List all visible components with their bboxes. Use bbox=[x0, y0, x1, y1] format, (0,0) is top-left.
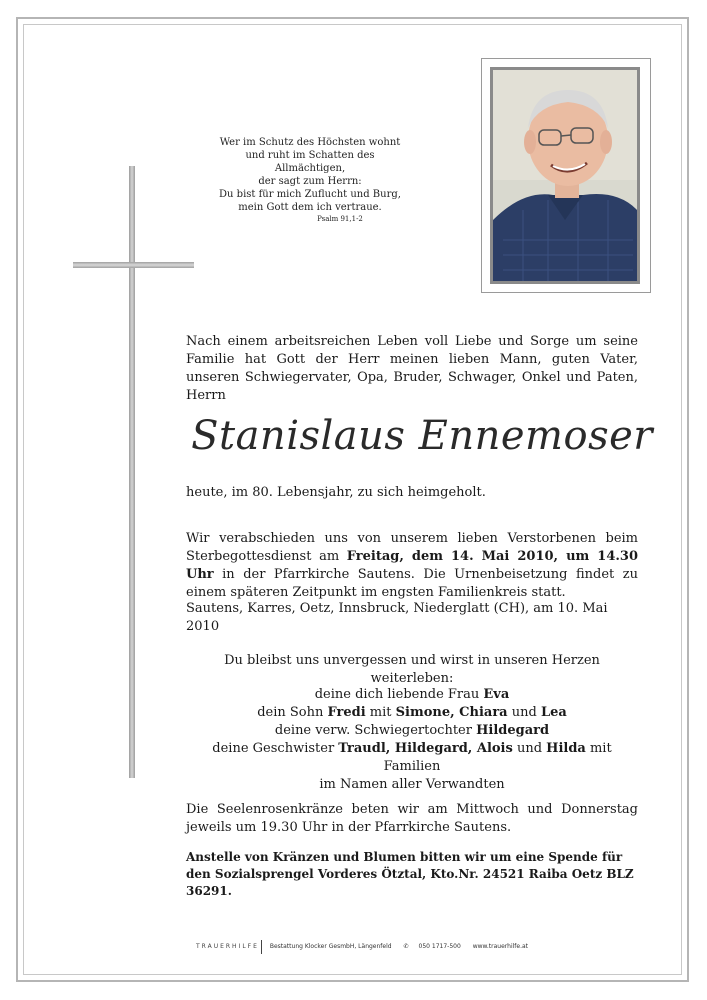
footer-web: www.trauerhilfe.at bbox=[472, 943, 529, 950]
family-name: Fredi bbox=[327, 705, 366, 720]
family-line-wife bbox=[186, 686, 638, 704]
family-name: Eva bbox=[483, 687, 510, 702]
psalm-line: und ruht im Schatten des Allmächtigen, bbox=[245, 150, 375, 174]
family-line-relatives: im Namen aller Verwandten bbox=[319, 777, 505, 792]
psalm-line: mein Gott dem ich vertraue. bbox=[238, 202, 382, 213]
family-text: deine dich liebende Frau bbox=[314, 687, 484, 702]
portrait-photo bbox=[490, 67, 640, 284]
psalm-line: Du bist für mich Zuflucht und Burg, bbox=[219, 189, 401, 200]
places-date-line: Sautens, Karres, Oetz, Innsbruck, Niederglatt (CH), am 10. Mai 2010 bbox=[186, 601, 608, 634]
family-text: deine verw. Schwiegertochter bbox=[274, 723, 477, 738]
rosary-text: Die Seelenrosenkränze beten wir am Mittwoch und Donnerstag jeweils um 19.30 Uhr in der Pfarrkirche Sautens. bbox=[186, 802, 638, 835]
funeral-date: Freitag, dem 14. Mai 2010, um 14.30 Uhr bbox=[186, 549, 638, 582]
funeral-text-start: Wir verabschieden uns von unserem lieben Verstorbenen beim Sterbegottesdienst am bbox=[186, 531, 638, 564]
psalm-reference: Psalm 91,1-2 bbox=[317, 215, 363, 223]
footer-phone: 050 1717-500 bbox=[418, 943, 461, 950]
family-list bbox=[186, 686, 638, 794]
family-text: mit bbox=[365, 705, 396, 720]
footer-company: Bestattung Klocker GesmbH, Längenfeld bbox=[269, 943, 392, 950]
cross-vertical-bar bbox=[129, 166, 135, 778]
psalm-line: der sagt zum Herrn: bbox=[258, 176, 362, 187]
funeral-details bbox=[186, 530, 638, 602]
family-text: und bbox=[507, 705, 541, 720]
family-text: dein Sohn bbox=[257, 705, 328, 720]
psalm-quote bbox=[210, 136, 410, 224]
family-name: Traudl, Hildegard, Alois bbox=[338, 741, 513, 756]
family-line-daughter-in-law bbox=[186, 722, 638, 740]
footer bbox=[196, 940, 538, 954]
remembrance-line: Du bleibst uns unvergessen und wirst in unseren Herzen weiterleben: bbox=[224, 653, 600, 686]
portrait-image bbox=[493, 70, 637, 281]
psalm-line: Wer im Schutz des Höchsten wohnt bbox=[219, 137, 401, 148]
intro-text: Nach einem arbeitsreichen Leben voll Liebe und Sorge um seine Familie hat Gott der Herr meinen lieben Mann, guten Vater, unseren Schwiegervater, Opa, Bruder, Schwager, Onkel und Paten, Herrn bbox=[186, 334, 638, 403]
family-name: Hilda bbox=[546, 741, 586, 756]
family-name: Lea bbox=[540, 705, 567, 720]
funeral-text-end: in der Pfarrkirche Sautens. Die Urnenbeisetzung findet zu einem späteren Zeitpunkt im engsten Familienkreis statt. bbox=[186, 567, 638, 600]
deceased-name: Stanislaus Ennemoser bbox=[191, 413, 653, 459]
phone-icon: ✆ bbox=[403, 943, 409, 950]
donation-request: Anstelle von Kränzen und Blumen bitten wir um eine Spende für den Sozialsprengel Vorderes Ötztal, Kto.Nr. 24521 Raiba Oetz BLZ 36291. bbox=[186, 850, 634, 898]
family-text: mit Familien bbox=[383, 741, 612, 774]
family-line-siblings bbox=[186, 740, 638, 776]
family-line-son bbox=[186, 704, 638, 722]
death-notice-text: heute, im 80. Lebensjahr, zu sich heimgeholt. bbox=[186, 485, 486, 500]
family-text: und bbox=[512, 741, 547, 756]
cross-horizontal-bar bbox=[73, 262, 194, 268]
family-text: deine Geschwister bbox=[212, 741, 339, 756]
portrait-frame bbox=[481, 58, 651, 293]
family-name: Hildegard bbox=[476, 723, 550, 738]
trauerhilfe-logo: TRAUERHILFE bbox=[196, 940, 262, 954]
family-name: Simone, Chiara bbox=[395, 705, 508, 720]
